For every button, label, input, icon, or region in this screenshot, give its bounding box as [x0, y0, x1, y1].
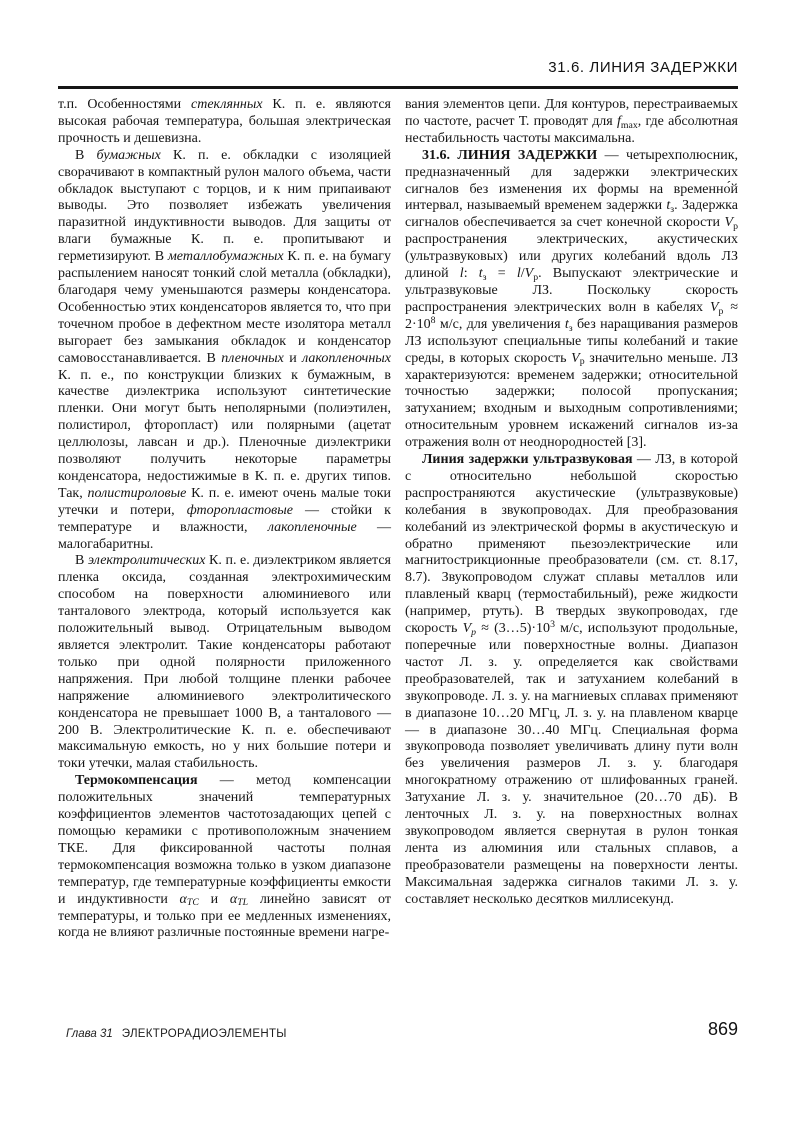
chapter-title: ЭЛЕКТРОРАДИОЭЛЕМЕНТЫ	[121, 1028, 287, 1040]
paragraph: В электролитических К. п. е. диэлектриком является пленка оксида, созданная электрохимическим способом на поверхности алюминиевого или танталового электрода, который используется как положительный вывод. Отрицательным выводом является электролит. Такие конденсаторы работают только при одной полярности приложенного напряжения. При любой толщине пленки рабочее напряжение алюминиевого электролитического конденсатора не превышает 1000 В, а танталового — 200 В. Электролитические К. п. е. обеспечивают максимальную емкость, но у них большие потери и токи утечки, малая стабильность.	[58, 553, 391, 772]
text-columns	[58, 97, 738, 942]
running-header-title: 31.6. ЛИНИЯ ЗАДЕРЖКИ	[548, 59, 738, 76]
left-column	[58, 97, 391, 942]
header-rule	[58, 86, 738, 89]
chapter-label: Глава 31	[66, 1028, 113, 1040]
paragraph: 31.6. ЛИНИЯ ЗАДЕРЖКИ — четырехполюсник, предназначенный для задержки электрических сигналов без изменения их формы на временно́й интервал, называемый временем задержки tз. Задержка сигналов обеспечивается за счет конечной скорости Vр распространения электрических, акустических (ультразвуковых) или других колебаний вдоль ЛЗ длиной l: tз = l/Vр. Выпускают электрические и ультразвуковые ЛЗ. Поскольку скорость распространения электрических волн в кабелях Vр ≈ $2\cdot 10^8$ м/с, для увеличения tз без наращивания размеров ЛЗ используют специальные типы колебаний и такие среды, в которых скорость Vр значительно меньше. ЛЗ характеризуются: временем задержки; относительной точностью задержки; полосой пропускания; затуханием; входным и выходным сопротивлениями; относительным уровнем искажений сигналов из-за отражения волн от неоднородностей [3].	[405, 147, 739, 451]
right-column	[405, 97, 738, 942]
footer	[66, 1028, 287, 1040]
paragraph: В бумажных К. п. е. обкладки с изоляцией сворачивают в компактный рулон малого объема, части обкладок выступают с торцов, и к ним припаивают выводы. Это позволяет избежать увеличения паразитной индуктивности выводов. Для защиты от влаги бумажные К. п. е. пропитывают и герметизируют. В металлобумажных К. п. е. на бумагу распылением наносят тонкий слой металла (обкладки), благодаря чему уменьшаются размеры конденсатора. Особенностью этих конденсаторов является то, что при точечном пробое в дефектном месте изолятора металл выгорает без замыкания обкладок и конденсатор самовосстанавливается. В пленочных и лакопленочных К. п. е., по конструкции близких к бумажным, в качестве диэлектрика используют синтетические пленки. Они могут быть неполярными (полиэтилен, полистирол, фторопласт) или полярными (ацетат целлюлозы, лавсан и др.). Пленочные диэлектрики позволяют получить некоторые параметры конденсатора, недостижимые в К. п. е. других типов. Так, полистироловые К. п. е. имеют очень малые токи утечки и потери, фторопластовые — стойки к температуре и влажности, лакопленочные — малогабаритны.	[58, 147, 392, 552]
paragraph: Линия задержки ультразвуковая — ЛЗ, в которой с относительно небольшой скоростью распространяются акустические (ультразвуковые) колебания в звукопроводах. Для преобразования колебаний из электрической формы в акустическую и обратно применяют пьезоэлектрические или магнитострикционные преобразователи (см. ст. 8.17, 8.7). Звукопроводом служат сплавы металлов или плавленый кварц (термостабильный), реже жидкости (например, ртуть). В твердых звукопроводах, где скорость Vр ≈ $(3\dots 5)\cdot 10^3$ м/с, используют продольные, поперечные или поверхностные волны. Диапазон частот Л. з. у. определяется как свойствами преобразователей, так и затуханием колебаний в звукопроводе. Л. з. у. на магниевых сплавах применяют в диапазоне 10…20 МГц, Л. з. у. на плавленом кварце — в диапазоне 30…40 МГц. Специальная форма звукопровода позволяет увеличивать длину пути волн без увеличения размеров Л. з. у. благодаря многократному отражению от шлифованных граней. Затухание Л. з. у. значительное (20…70 дБ). В ленточных Л. з. у. на поверхностных волнах звукопроводом является свернутая в рулон тонкая лента из алюминия или стальных сплавов, а преобразователи размещены на поверхности ленты. Максимальная задержка сигналов такими Л. з. у. составляет несколько десятков миллисекунд.	[405, 452, 738, 907]
paragraph: т.п. Особенностями стеклянных К. п. е. являются высокая рабочая температура, большая электрическая прочность и дешевизна.	[58, 97, 391, 146]
paragraph: Термокомпенсация — метод компенсации положительных значений температурных коэффициентов элементов частотозадающих цепей с помощью керамики с противоположным значением ТКЕ. Для фиксированной частоты полная термокомпенсация возможна только в узком диапазоне температур, где температурные коэффициенты емкости и индуктивности αTC и αTL линейно зависят от температуры, и только при ее медленных изменениях, когда не влияют различные постоянные времени нагре-	[58, 773, 391, 941]
page-number: 869	[707, 1019, 738, 1039]
paragraph: вания элементов цепи. Для контуров, перестраиваемых по частоте, расчет Т. проводят для fmax, где абсолютная нестабильность частоты максимальна.	[405, 97, 738, 146]
